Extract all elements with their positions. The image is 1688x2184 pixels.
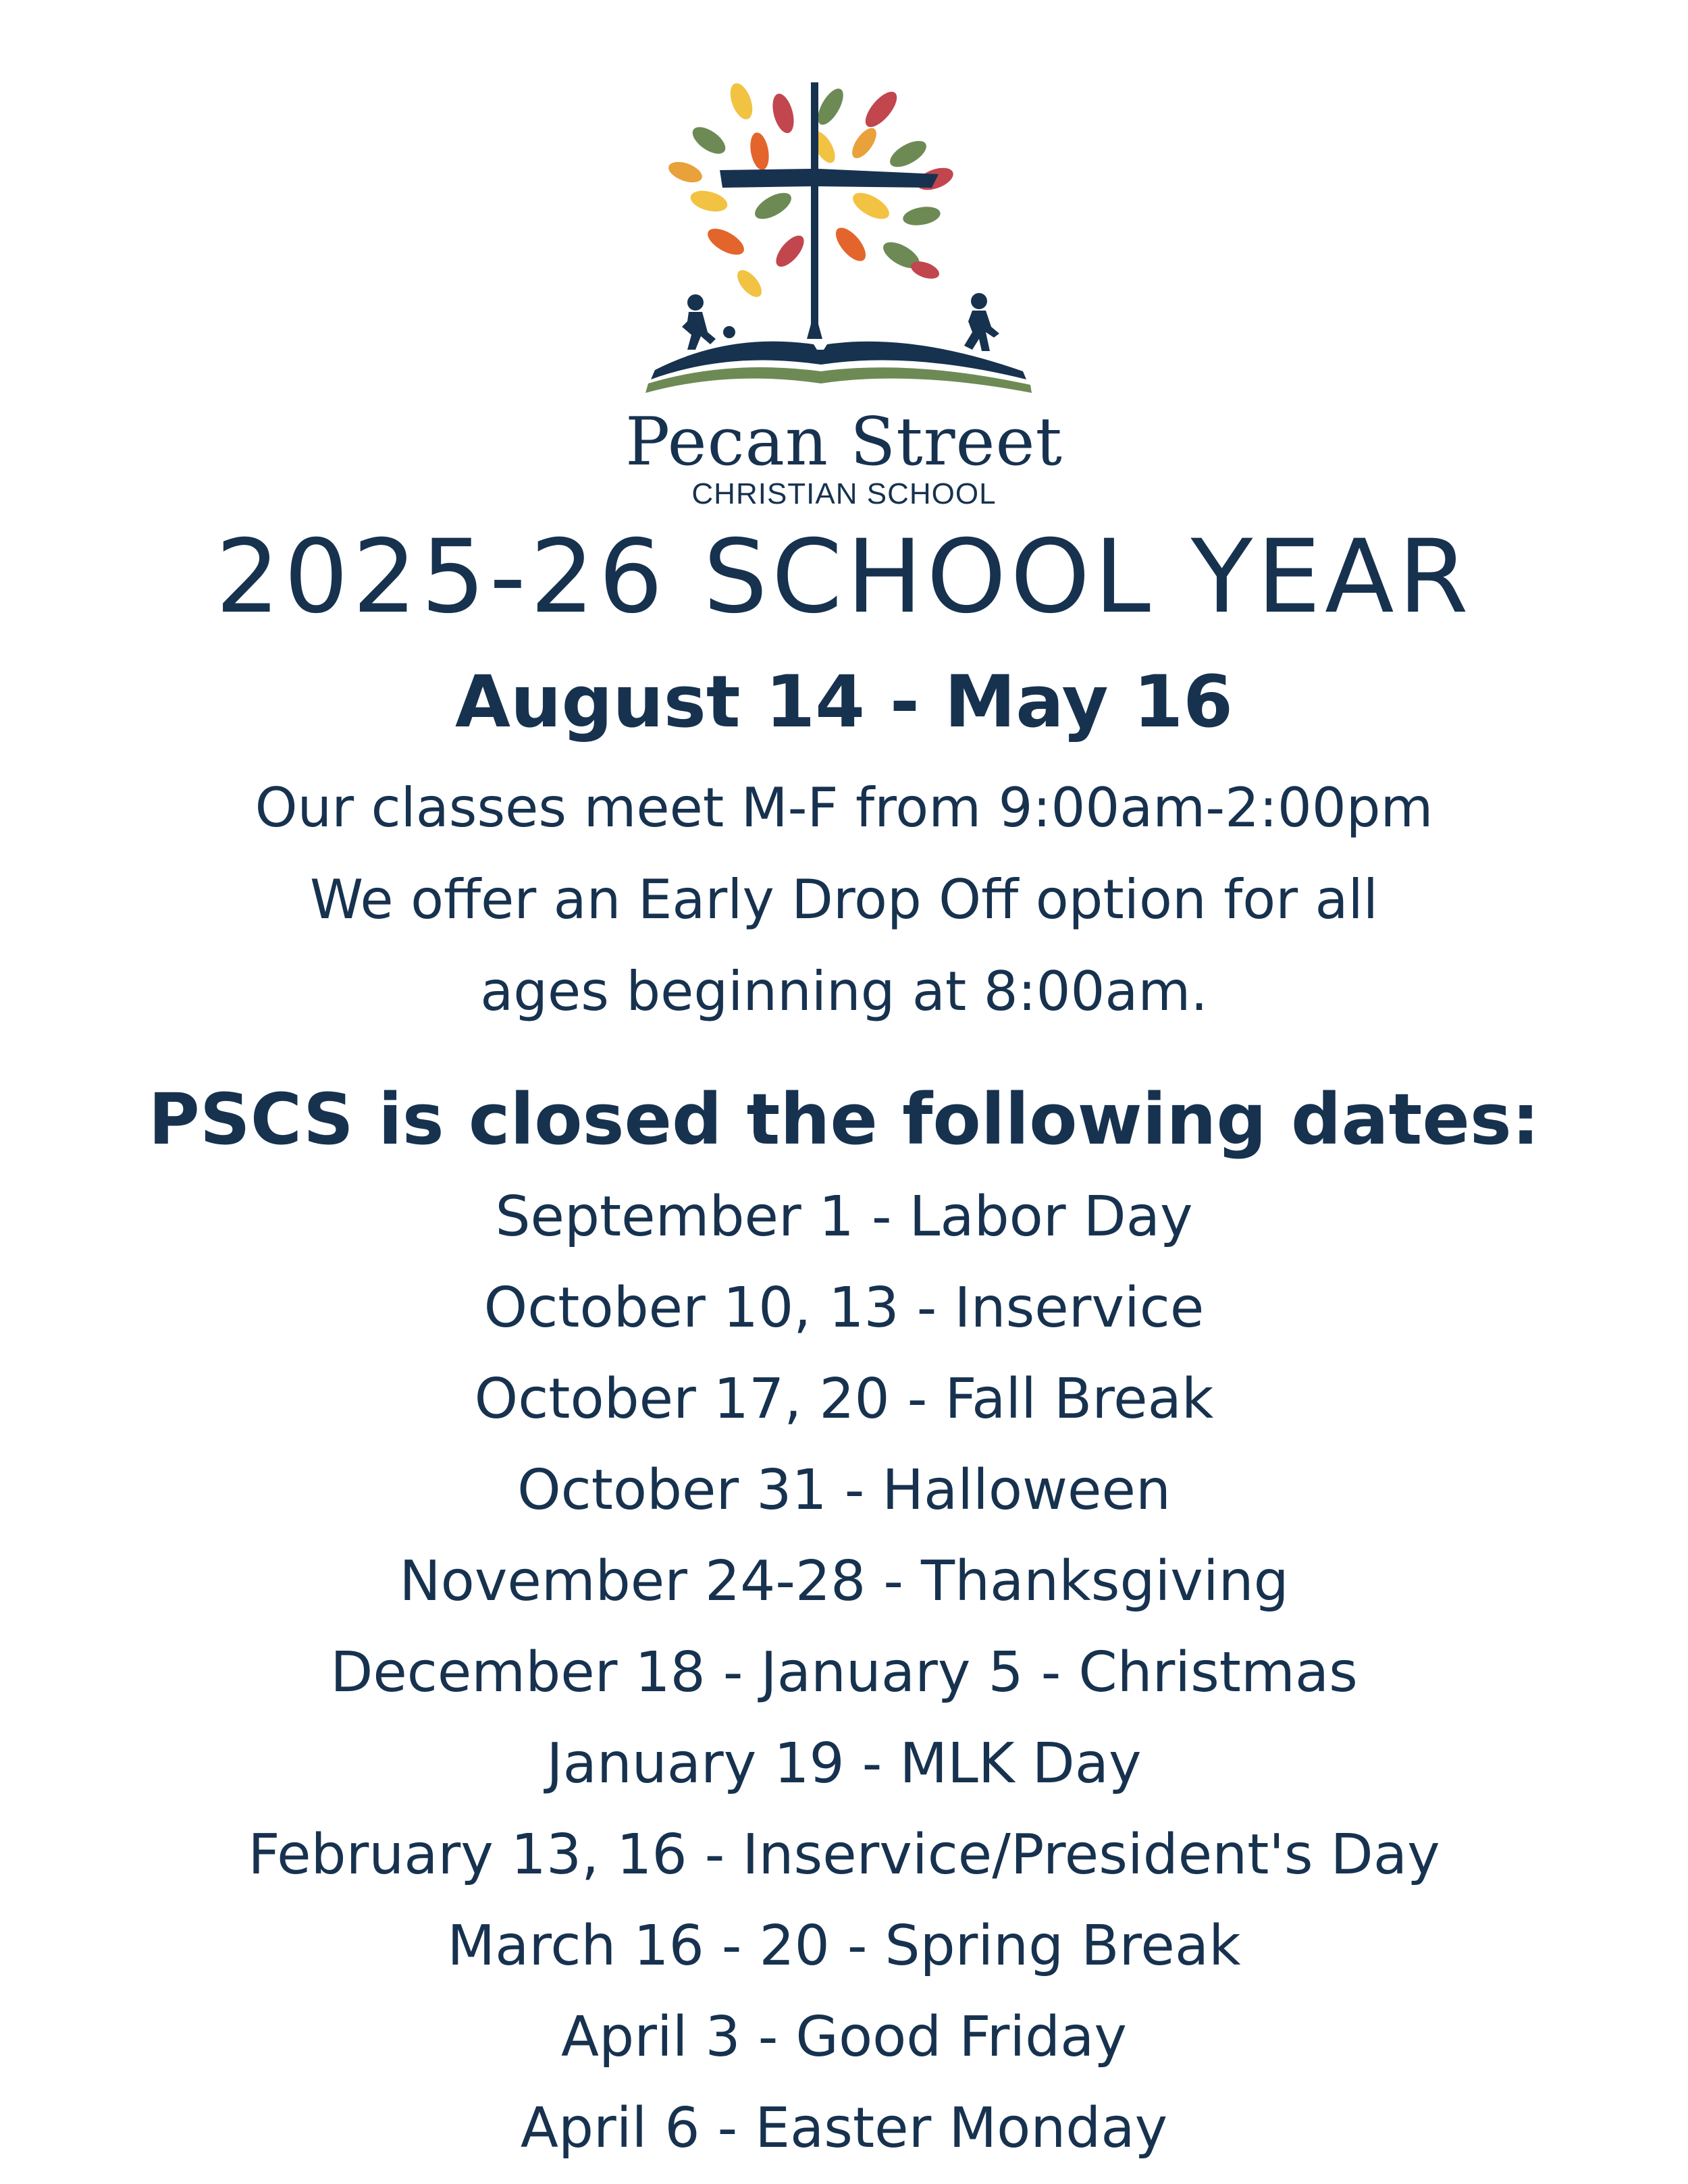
early-drop-off-text: We offer an Early Drop Off option for all [310, 868, 1378, 931]
leaf [860, 86, 903, 132]
logo-school-name: Pecan Street [625, 404, 1063, 481]
closed-date-item: April 6 - Easter Monday [520, 2096, 1168, 2160]
school-year-date-range: August 14 - May 16 [454, 660, 1234, 743]
closed-date-item: December 18 - January 5 - Christmas [330, 1641, 1358, 1705]
leaf [733, 266, 766, 301]
leaf [688, 187, 729, 215]
class-hours-text: Our classes meet M-F from 9:00am-2:00pm [255, 776, 1433, 839]
closed-dates-list [0, 1180, 1688, 2183]
leaf [769, 91, 798, 135]
leaf [901, 204, 942, 228]
child-with-ball-icon [682, 294, 735, 350]
closed-date-item: October 17, 20 - Fall Break [474, 1367, 1214, 1431]
closed-date-item: October 10, 13 - Inservice [483, 1276, 1205, 1340]
leaf [847, 124, 880, 162]
closed-date-item: April 3 - Good Friday [561, 2005, 1127, 2069]
leaf [747, 131, 771, 171]
leaf [771, 231, 809, 271]
logo-school-subtitle: CHRISTIAN SCHOOL [691, 477, 997, 510]
school-logo [621, 68, 1067, 510]
leaf [688, 122, 730, 159]
running-child-icon [964, 293, 999, 351]
leaf [830, 223, 871, 266]
closed-date-item: September 1 - Labor Day [495, 1185, 1193, 1249]
book-base [645, 367, 1032, 393]
closed-date-item: February 13, 16 - Inservice/President's Day [248, 1823, 1440, 1887]
page-title: 2025-26 SCHOOL YEAR [215, 518, 1473, 636]
closed-date-item: November 24-28 - Thanksgiving [399, 1549, 1289, 1614]
closed-date-item: January 19 - MLK Day [546, 1732, 1142, 1796]
closed-date-item: October 31 - Halloween [517, 1458, 1171, 1522]
leaf [704, 223, 748, 260]
leaf [751, 188, 795, 224]
closed-dates-heading: PSCS is closed the following dates: [148, 1078, 1540, 1161]
leaf [886, 136, 930, 172]
closed-date-item: March 16 - 20 - Spring Break [447, 1914, 1241, 1978]
leaf [849, 188, 893, 224]
leaf [726, 80, 756, 122]
early-drop-off-time-text: ages beginning at 8:00am. [480, 960, 1208, 1023]
leaf [666, 158, 705, 186]
cross-tree-book-icon [621, 68, 1067, 432]
